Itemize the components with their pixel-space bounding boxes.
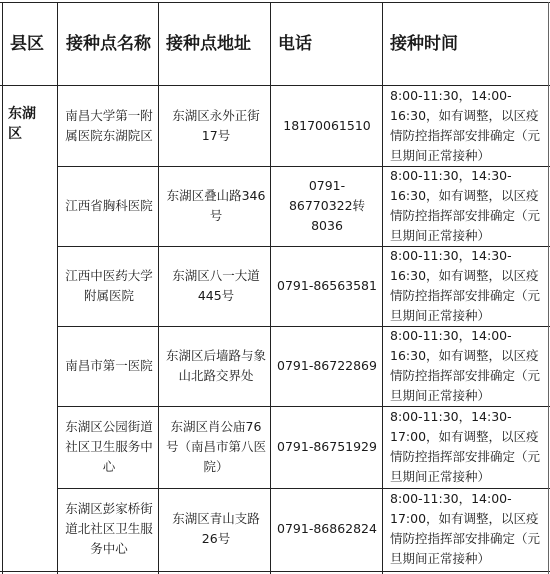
site-hours: 8:00-11:30，14:30-17:00，如有调整，以区疫情防控指挥部安排确定（元旦期间正常接种）: [390, 409, 541, 484]
site-name: 江西省胸科医院: [65, 198, 153, 213]
row-divider: [0, 85, 550, 86]
table-border-top: [0, 2, 550, 3]
site-phone: 0791-86751929: [277, 439, 377, 454]
column-divider: [382, 2, 383, 574]
site-phone: 0791-86722869: [277, 358, 377, 373]
site-name: 江西中医药大学附属医院: [65, 268, 153, 303]
header-hours: 接种时间: [390, 33, 458, 54]
row-divider: [58, 406, 550, 407]
site-hours: 8:00-11:30，14:30-16:30，如有调整，以区疫情防控指挥部安排确定（元旦期间正常接种）: [390, 248, 541, 323]
site-hours: 8:00-11:30，14:30-16:30，如有调整，以区疫情防控指挥部安排确定（元旦期间正常接种）: [390, 168, 541, 243]
site-hours: 8:00-11:30，14:00-16:30，如有调整，以区疫情防控指挥部安排确定（元旦期间正常接种）: [390, 328, 541, 403]
column-divider: [548, 2, 549, 574]
column-divider: [57, 2, 58, 574]
site-phone: 0791-86563581: [277, 278, 377, 293]
site-name: 东湖区公园街道社区卫生服务中心: [65, 419, 153, 474]
site-hours: 8:00-11:30，14:00-17:00，如有调整，以区疫情防控指挥部安排确定（元旦期间正常接种）: [390, 491, 541, 566]
site-hours: 8:00-11:30，14:00-16:30，如有调整，以区疫情防控指挥部安排确定（元旦期间正常接种）: [390, 88, 541, 163]
site-address: 东湖区叠山路346号: [166, 188, 266, 223]
header-phone: 电话: [278, 33, 312, 54]
column-divider: [270, 2, 271, 574]
site-name: 南昌大学第一附属医院东湖院区: [65, 108, 153, 143]
site-name: 东湖区彭家桥街道北社区卫生服务中心: [65, 501, 153, 556]
site-address: 东湖区八一大道445号: [172, 268, 260, 303]
site-address: 东湖区永外正街17号: [172, 108, 260, 143]
row-divider: [58, 166, 550, 167]
site-name: 南昌市第一医院: [65, 358, 153, 373]
row-divider: [58, 326, 550, 327]
header-county: 县区: [10, 33, 44, 54]
table-border-bottom: [0, 571, 550, 572]
column-divider: [2, 2, 3, 574]
site-address: 东湖区肖公庙76号（南昌市第八医院）: [165, 419, 266, 474]
site-phone: 18170061510: [283, 118, 371, 133]
site-phone: 0791-86770322转8036: [288, 178, 366, 233]
column-divider: [158, 2, 159, 574]
row-divider: [58, 246, 550, 247]
county-cell: 东湖区: [8, 106, 36, 142]
row-divider: [58, 488, 550, 489]
site-phone: 0791-86862824: [277, 521, 377, 536]
header-site-name: 接种点名称: [66, 33, 151, 54]
site-address: 东湖区后墙路与象山北路交界处: [165, 348, 266, 383]
site-address: 东湖区青山支路26号: [172, 511, 260, 546]
header-site-address: 接种点地址: [166, 33, 251, 54]
